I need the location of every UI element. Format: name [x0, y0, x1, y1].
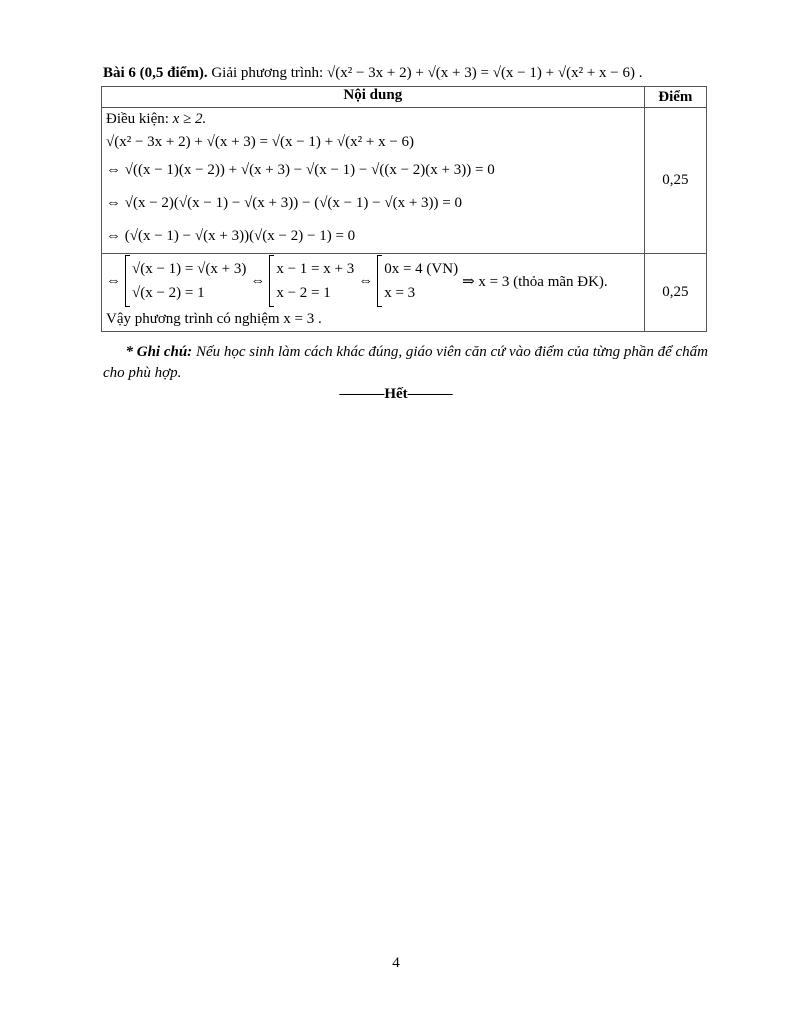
step-2: ⇔ √((x − 1)(x − 2)) + √(x + 3) − √(x − 1) − √((x − 2)(x + 3)) = 0	[106, 162, 495, 178]
condition-line	[106, 108, 640, 131]
condition-label: Điều kiện:	[106, 111, 169, 127]
system-1-eq-2: √(x − 2) = 1	[132, 285, 205, 301]
row1-content	[102, 108, 645, 254]
system-3-eq-1: 0x = 4 (VN)	[384, 261, 459, 277]
row1-score: 0,25	[644, 108, 706, 254]
problem-instruction: Giải phương trình:	[211, 65, 324, 81]
note-label: * Ghi chú:	[125, 344, 193, 360]
system-1-eq-1: √(x − 1) = √(x + 3)	[132, 261, 247, 277]
system-3-eq-2: x = 3	[384, 285, 416, 301]
problem-equation: √(x² − 3x + 2) + √(x + 3) = √(x − 1) + √(x² + x − 6) .	[326, 65, 643, 81]
end-mark: ———Hết———	[339, 386, 453, 402]
problem-statement	[103, 62, 713, 84]
conclusion-line: Vậy phương trình có nghiệm x = 3 .	[106, 311, 322, 327]
system-3	[377, 255, 458, 307]
header-content: Nội dung	[102, 87, 645, 108]
equiv-symbol-3: ⇔	[358, 272, 374, 289]
equiv-symbol-2: ⇔	[250, 272, 266, 289]
system-2	[269, 255, 354, 307]
step-3: ⇔ √(x − 2)(√(x − 1) − √(x + 3)) − (√(x − 1) − √(x + 3)) = 0	[106, 195, 462, 211]
header-score: Điểm	[644, 87, 706, 108]
row2-content	[102, 254, 645, 332]
table-row	[102, 254, 707, 332]
system-1	[125, 255, 246, 307]
grading-note	[103, 342, 709, 384]
note-text: Nếu học sinh làm cách khác đúng, giáo viên căn cứ vào điểm của từng phần để chấm cho phù hợp.	[103, 344, 709, 381]
system-2-eq-2: x − 2 = 1	[276, 285, 331, 301]
equiv-symbol-1: ⇔	[106, 272, 121, 289]
solution-systems	[106, 254, 640, 308]
problem-title: Bài 6 (0,5 điểm).	[103, 65, 208, 81]
solution-result: ⇒ x = 3 (thỏa mãn ĐK).	[462, 273, 608, 290]
step-4: ⇔ (√(x − 1) − √(x + 3))(√(x − 2) − 1) = 0	[106, 228, 356, 244]
answer-table	[101, 86, 707, 332]
step-1: √(x² − 3x + 2) + √(x + 3) = √(x − 1) + √(x² + x − 6)	[106, 134, 415, 150]
system-2-eq-1: x − 1 = x + 3	[276, 261, 355, 277]
row2-score: 0,25	[644, 254, 706, 332]
condition-value: x ≥ 2.	[172, 111, 207, 127]
page-number: 4	[392, 955, 400, 971]
table-row	[102, 108, 707, 254]
table-header-row	[102, 87, 707, 108]
